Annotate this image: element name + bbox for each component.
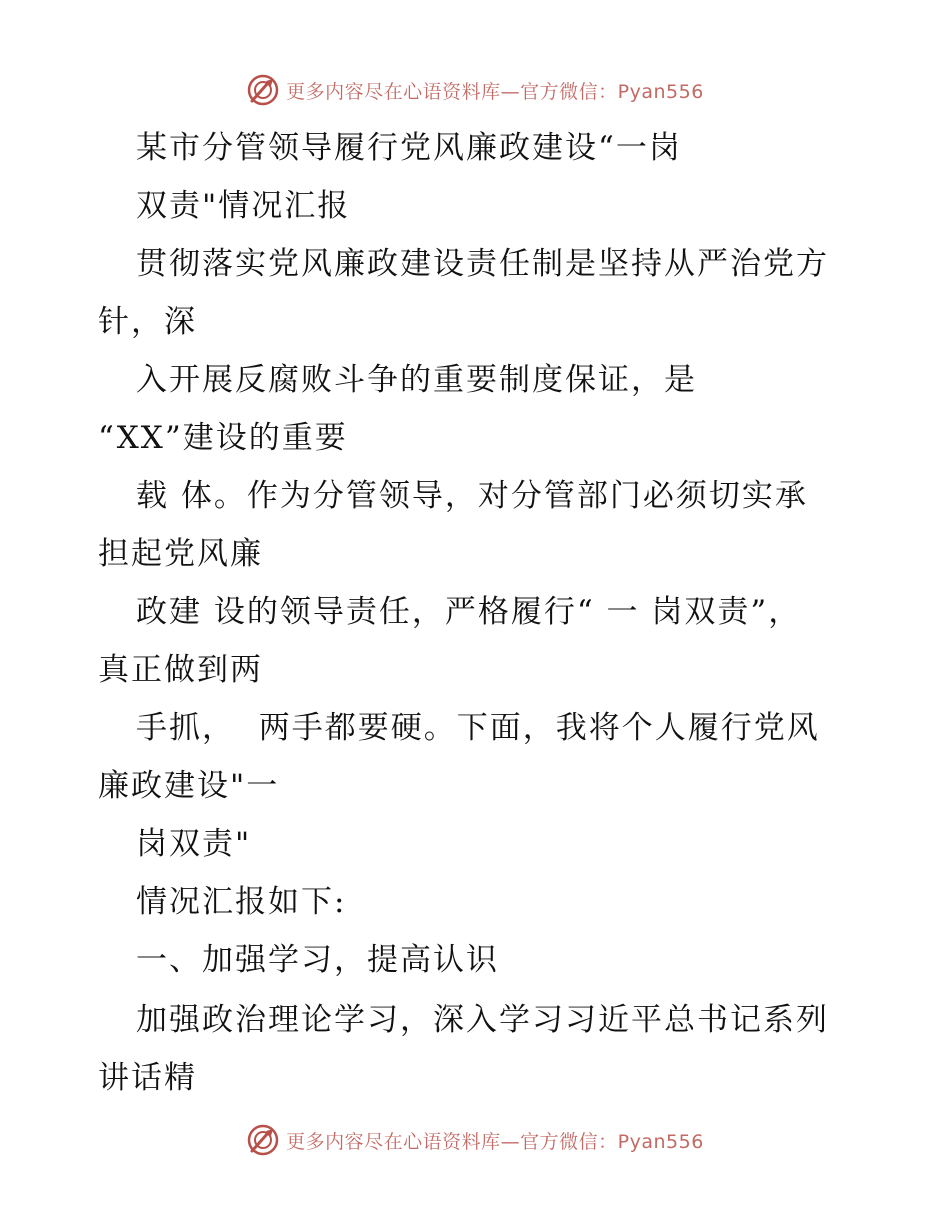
doc-line: 讲话精 xyxy=(98,1060,197,1096)
header-watermark-text: 更多内容尽在心语资料库—官方微信：Pyan556 xyxy=(286,80,704,103)
footer-watermark xyxy=(0,1120,950,1160)
doc-line: “XX”建设的重要 xyxy=(98,420,348,456)
doc-line: 贯彻落实党风廉政建设责任制是坚持从严治党方 xyxy=(136,246,829,282)
doc-line: 载 体。作为分管领导，对分管部门必须切实承 xyxy=(136,478,808,514)
doc-line: 加强政治理论学习，深入学习习近平总书记系列 xyxy=(136,1002,829,1038)
doc-line: 真正做到两 xyxy=(98,652,263,688)
doc-line: 一、加强学习，提高认识 xyxy=(136,942,499,978)
doc-line: 入开展反腐败斗争的重要制度保证，是 xyxy=(136,362,697,398)
doc-line: 岗双责" xyxy=(136,826,252,862)
doc-line: 廉政建设"一 xyxy=(98,768,280,804)
doc-line: 某市分管领导履行党风廉政建设“一岗 xyxy=(136,130,682,166)
footer-watermark-text: 更多内容尽在心语资料库—官方微信：Pyan556 xyxy=(286,1130,704,1153)
doc-line: 情况汇报如下: xyxy=(136,884,347,920)
doc-line: 政建 设的领导责任，严格履行“ 一 岗双责”， xyxy=(136,594,802,630)
seal-logo-icon xyxy=(246,1123,280,1157)
doc-line: 针，深 xyxy=(98,304,197,340)
doc-line: 双责"情况汇报 xyxy=(136,188,351,224)
doc-line: 担起党风廉 xyxy=(98,536,263,572)
doc-line: 手抓， 两手都要硬。下面，我将个人履行党风 xyxy=(136,710,820,746)
